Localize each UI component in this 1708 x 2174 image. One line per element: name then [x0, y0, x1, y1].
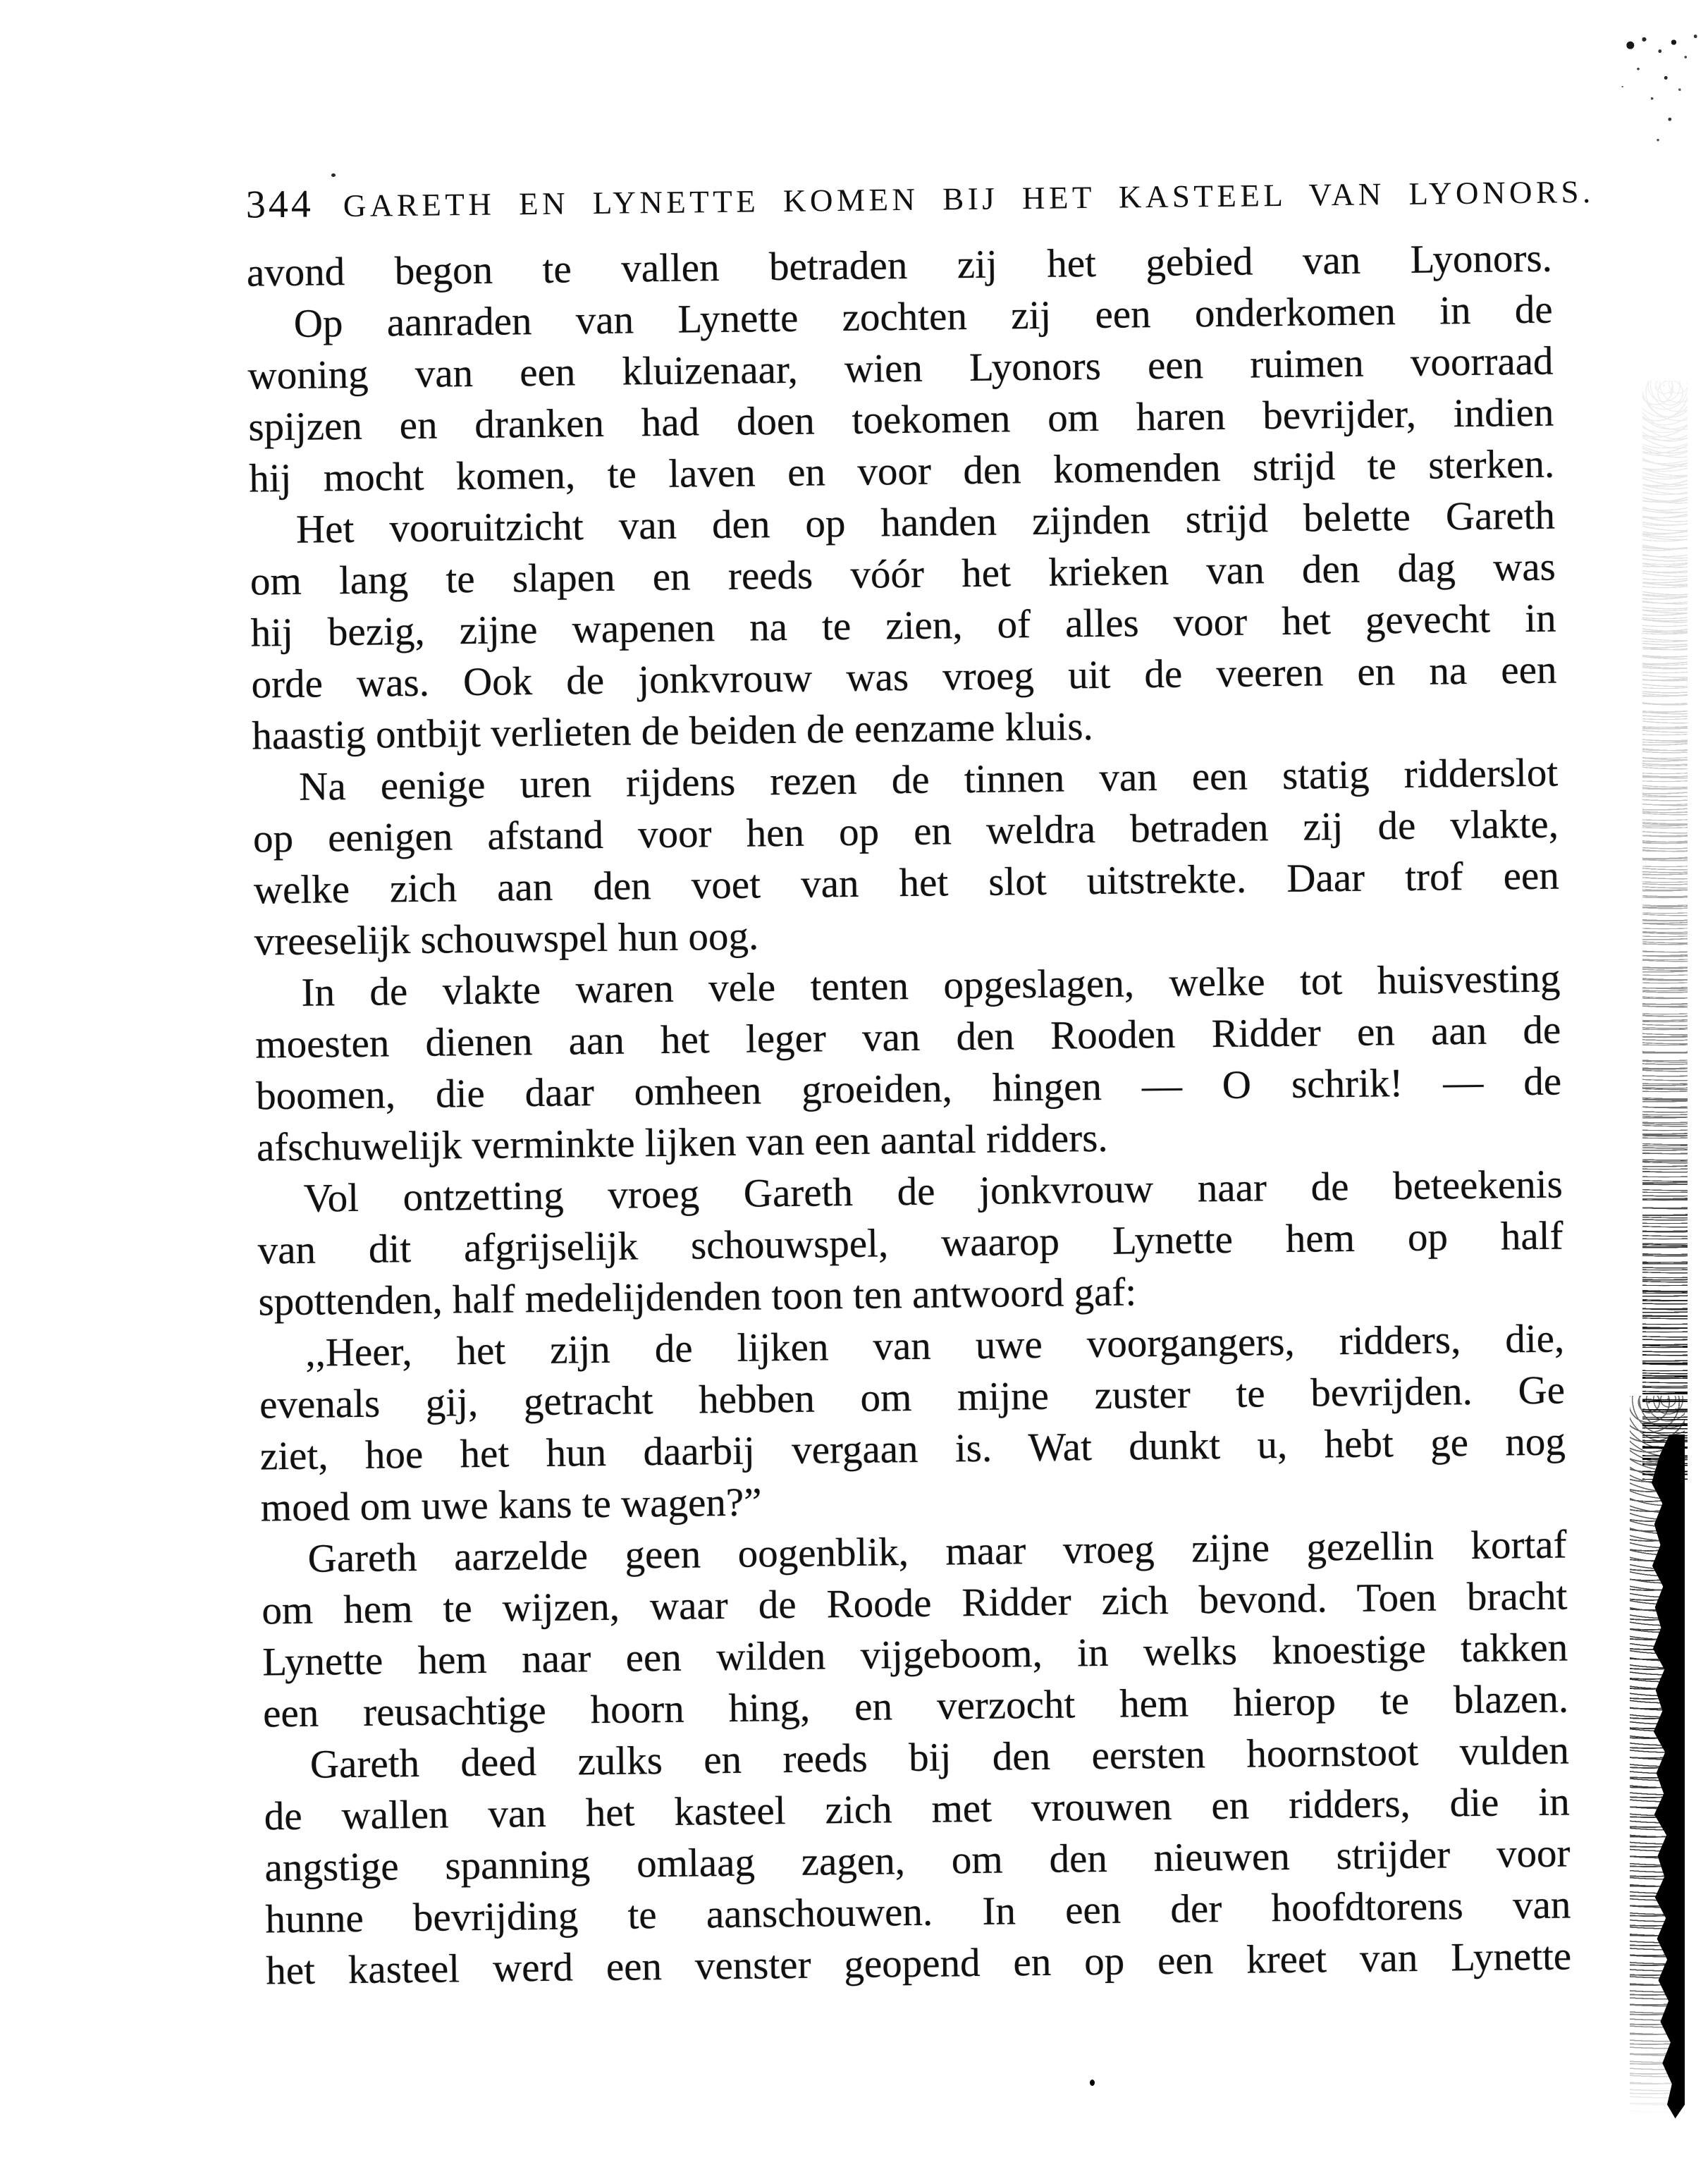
text-line: spijzen en dranken had doen toekomen om haren bevrijder, indien [248, 390, 1554, 450]
text-line: een reusachtige hoorn hing, en verzocht hem hierop te blazen. [262, 1676, 1569, 1736]
text-line: In de vlakte waren vele tenten opgeslagen, welke tot huisvesting [301, 956, 1561, 1015]
running-header [245, 168, 1595, 233]
text-line: spottenden, half medelijdenden toon ten antwoord gaf: [258, 1270, 1137, 1325]
text-line: om lang te slapen en reeds vóór het krieken van den dag was [250, 544, 1556, 604]
text-line: welke zich aan den voet van het slot uitstrekte. Daar trof een [253, 853, 1560, 913]
ink-speck [1090, 2080, 1095, 2086]
scan-noise-top-right [1609, 13, 1707, 161]
text-line: angstige spanning omlaag zagen, om den nieuwen strijder voor [264, 1831, 1571, 1891]
text-line: hunne bevrijding te aanschouwen. In een der hoofdtorens van [265, 1882, 1571, 1942]
text-line: ziet, hoe het hun daarbij vergaan is. Wat dunkt u, hebt ge nog [259, 1419, 1566, 1479]
text-line: om hem te wijzen, waar de Roode Ridder zich bevond. Toen bracht [262, 1573, 1568, 1633]
text-line: Op aanraden van Lynette zochten zij een onderkomen in de [293, 287, 1553, 346]
text-line: Vol ontzetting vroeg Gareth de jonkvrouw naar de beteekenis [303, 1162, 1563, 1221]
text-line: orde was. Ook de jonkvrouw was vroeg uit de veeren en na een [251, 647, 1557, 707]
text-line: Gareth aarzelde geen oogenblik, maar vroeg zijne gezellin kortaf [307, 1522, 1567, 1581]
text-line: boomen, die daar omheen groeiden, hingen — O schrik! — de [255, 1059, 1562, 1119]
text-block [247, 233, 1572, 1997]
text-line: Lynette hem naar een wilden vijgeboom, in welks knoestige takken [262, 1625, 1568, 1685]
text-line: Gareth deed zulks en reeds bij den eersten hoornstoot vulden [309, 1728, 1570, 1787]
scan-noise-right-edge-sparse [1642, 381, 1688, 1480]
text-line: ,,Heer, het zijn de lijken van uwe voorgangers, ridders, die, [305, 1316, 1565, 1375]
text-line: moesten dienen aan het leger van den Rooden Ridder en aan de [254, 1007, 1561, 1067]
page-number: 344 [245, 182, 314, 227]
text-line: het kasteel werd een venster geopend en op een kreet van Lynette [265, 1934, 1572, 1994]
text-line: hij mocht komen, te laven en voor den komenden strijd te sterken. [248, 441, 1555, 501]
text-line: Het vooruitzicht van den op handen zijnden strijd belette Gareth [295, 493, 1556, 552]
text-line: de wallen van het kasteel zich met vrouwen en ridders, die in [264, 1779, 1570, 1839]
text-line: moed om uwe kans te wagen?” [260, 1480, 762, 1530]
text-line: haastig ontbijt verlieten de beiden de eenzame kluis. [252, 704, 1094, 759]
text-line: hij bezig, zijne wapenen na te zien, of alles voor het gevecht in [250, 596, 1556, 656]
text-line: afschuwelijk verminkte lijken van een aantal ridders. [256, 1115, 1108, 1170]
ink-speck [331, 173, 336, 177]
text-line: van dit afgrijselijk schouwspel, waarop Lynette hem op half [257, 1213, 1563, 1273]
running-title: GARETH EN LYNETTE KOMEN BIJ HET KASTEEL VAN LYONORS. [343, 173, 1595, 224]
text-line: op eenigen afstand voor hen op en weldra betraden zij de vlakte, [252, 802, 1559, 861]
text-line: avond begon te vallen betraden zij het gebied van Lyonors. [246, 235, 1553, 295]
page-text-area [245, 168, 1595, 1997]
text-line: Na eenige uren rijdens rezen de tinnen van een statig ridderslot [298, 750, 1559, 809]
text-line: evenals gij, getracht hebben om mijne zuster te bevrijden. Ge [259, 1368, 1566, 1427]
text-line: vreeselijk schouwspel hun oog. [254, 914, 759, 964]
text-line: woning van een kluizenaar, wien Lyonors een ruimen voorraad [247, 338, 1554, 398]
